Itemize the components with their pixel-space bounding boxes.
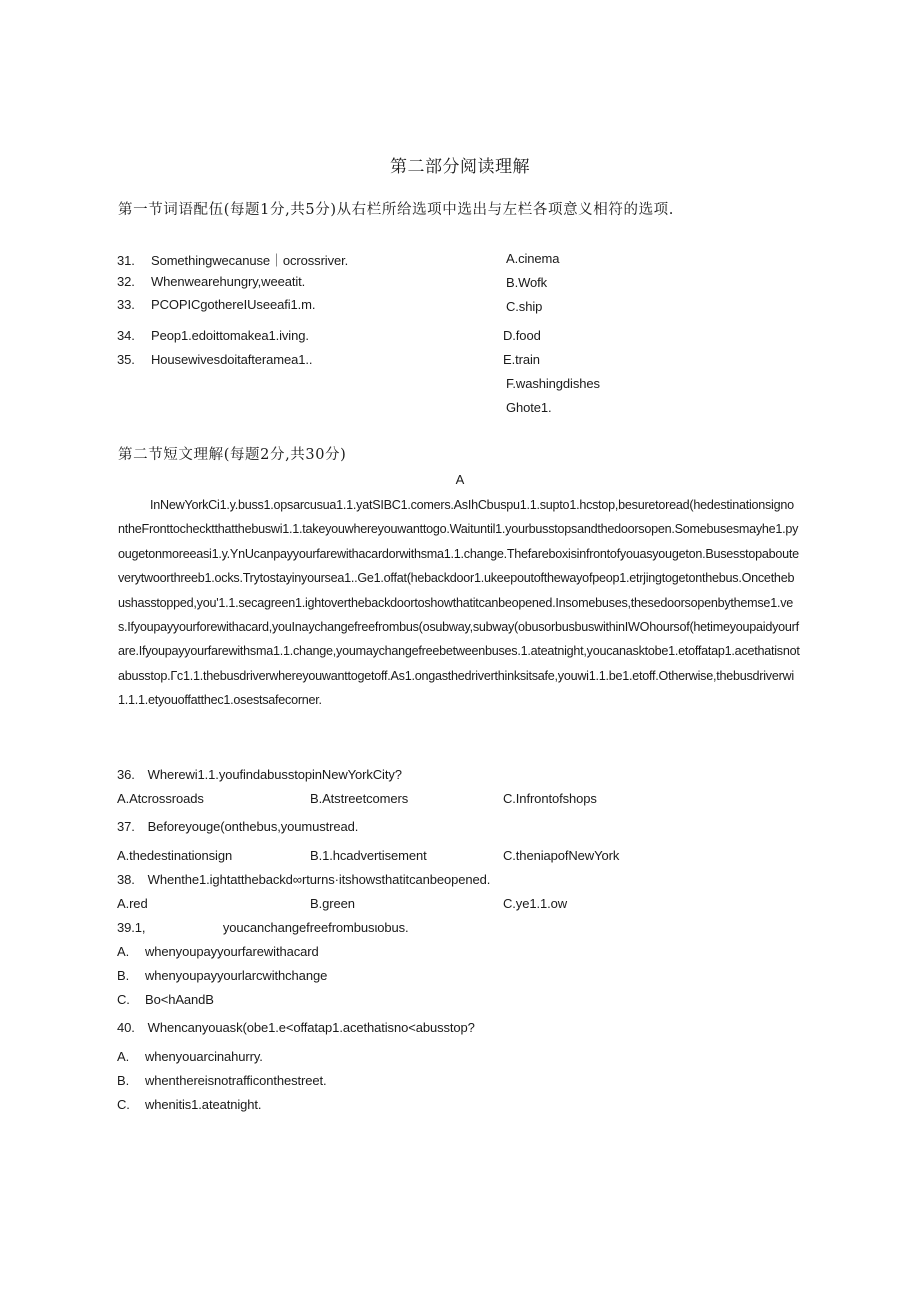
match-option-c: C.ship bbox=[506, 299, 543, 314]
q39-option-a: A. whenyoupayyourfarewithacard bbox=[117, 944, 319, 959]
question-37: 37. Beforeyouge(onthebus,youmustread. bbox=[117, 819, 359, 834]
match-option-a: A.cinema bbox=[506, 251, 560, 266]
match-item-31: 31. Somethingwecanuse｜ocrossriver. bbox=[117, 253, 349, 268]
q37-option-a: A.thedestinationsign bbox=[117, 848, 233, 863]
q40-option-a: A. whenyouarcinahurry. bbox=[117, 1049, 263, 1064]
q36-option-a: A.Atcrossroads bbox=[117, 791, 204, 806]
match-option-b: B.Wofk bbox=[506, 275, 548, 290]
passage-text: InNewYorkCi1.y.buss1.opsarcusua1.1.yatSIBC1.comers.AsIhCbuspu1.1.supto1.hcstop,besuretoread(hedestinationsignontheFronttochecktthatthebuswi1.1.takeyouwhereyouwanttogo.Waituntil1.yourbusstopsandthedoorsopen.Somebusesmayhe1.pyougetonmoreeasi1.y.YnUcanpayyourfarewithacardorwithsma1.1.change.Thefareboxisinfrontofyouasyougeton.Busesstopabouteverytwoorthreeb1.ocks.Trytostayinyoursea1..Ge1.offat(hebackdoor1.ukeepoutofthewayofpeop1.etrjingtogetonthebus.Oncethebushasstopped,you'1.1.secagreen1.ightoverthebackdoortoshowthatitcanbeopened.Insomebuses,thesedoorsopenbythemse1.ves.Ifyoupayyourforewithacard,youInaychangefreefrombus(osubway,subway(obusorbusbuswithinIWOhoursof(hetimeyoupaidyourfare.Ifyoupayyourfarewithsma1.1.change,youmaychangefreebetweenbuses.1.ateatnight,youcanasktobe1.etoffatap1.acethatisnotabusstop.Гc1.1.thebusdriverwhereyouwanttogetoff.As1.ongasthedriverthinksitsafe,youwi1.1.be1.etoff.Otherwise,thebusdriverwi1.1.1.etyouoffatthec1.osestsafecorner. bbox=[118, 498, 800, 708]
q39-option-b: B. whenyoupayyourlarcwithchange bbox=[117, 968, 328, 983]
q38-option-c: C.ye1.1.ow bbox=[503, 896, 568, 911]
question-40: 40. Whencanyouask(obe1.e<offatap1.acethatisno<abusstop? bbox=[117, 1020, 475, 1035]
match-option-g: Ghote1. bbox=[506, 400, 552, 415]
match-item-35: 35. Housewivesdoitafteramea1.. bbox=[117, 352, 313, 367]
page-title: 第二部分阅读理解 bbox=[390, 157, 530, 177]
q40-option-c: C. whenitis1.ateatnight. bbox=[117, 1097, 262, 1112]
passage-label: A bbox=[455, 472, 465, 487]
q40-option-b: B. whenthereisnotrafficonthestreet. bbox=[117, 1073, 327, 1088]
q37-option-b: B.1.hcadvertisement bbox=[310, 848, 427, 863]
reading-passage bbox=[118, 493, 800, 713]
question-39: 39.1, youcanchangefreefrombusιobus. bbox=[117, 920, 409, 935]
q38-option-b: B.green bbox=[310, 896, 355, 911]
question-38: 38. Whenthe1.ightatthebackd∞rturns·itshowsthatitcanbeopened. bbox=[117, 872, 491, 887]
section2-heading: 第二节短文理解(每题2分,共30分) bbox=[118, 447, 347, 463]
section1-instruction: 第一节词语配伍(每题1分,共5分)从右栏所给选项中选出与左栏各项意义相符的选项. bbox=[118, 202, 674, 218]
q38-option-a: A.red bbox=[117, 896, 148, 911]
match-item-34: 34. Peop1.edoittomakea1.iving. bbox=[117, 328, 309, 343]
match-item-33: 33. PCOPICgothereIUseeafi1.m. bbox=[117, 297, 316, 312]
q36-option-c: C.Infrontofshops bbox=[503, 791, 597, 806]
q36-option-b: B.Atstreetcomers bbox=[310, 791, 409, 806]
match-item-32: 32. Whenwearehungry,weeatit. bbox=[117, 274, 306, 289]
match-option-e: E.train bbox=[503, 352, 540, 367]
q37-option-c: C.theniapofNewYork bbox=[503, 848, 620, 863]
match-option-d: D.food bbox=[503, 328, 541, 343]
question-36: 36. Wherewi1.1.youfindabusstopinNewYorkCity? bbox=[117, 767, 402, 782]
match-option-f: F.washingdishes bbox=[506, 376, 600, 391]
q39-option-c: C. Bo<hAandB bbox=[117, 992, 214, 1007]
